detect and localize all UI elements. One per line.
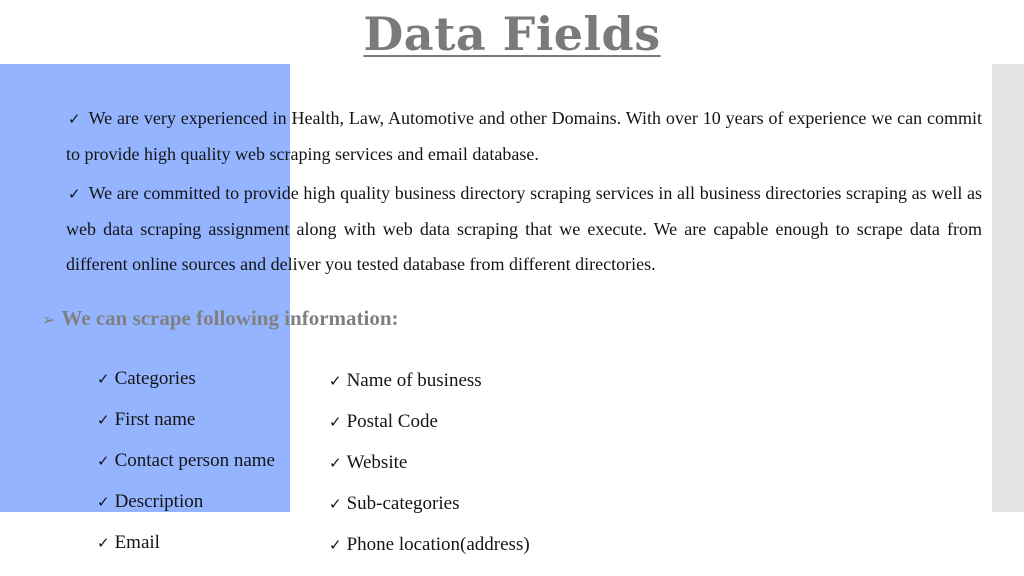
- checkmark-icon: ✓: [329, 413, 342, 431]
- checkmark-icon: ✓: [329, 454, 342, 472]
- fields-list-left: [97, 367, 275, 572]
- checkmark-icon: ✓: [68, 185, 81, 203]
- checkmark-icon: ✓: [329, 372, 342, 390]
- paragraph-text: We are very experienced in Health, Law, Automotive and other Domains. With over 10 years of experience we can commit to provide high quality web scraping services and email database.: [66, 108, 982, 164]
- checkmark-icon: ✓: [97, 534, 110, 552]
- list-item: [329, 451, 530, 492]
- field-label: Postal Code: [346, 411, 438, 432]
- checkmark-icon: ✓: [68, 110, 81, 128]
- checkmark-icon: ✓: [97, 493, 110, 511]
- list-item: [97, 449, 275, 490]
- paragraph-commitment: [66, 176, 982, 282]
- list-item: [329, 533, 530, 574]
- checkmark-icon: ✓: [329, 536, 342, 554]
- list-item: [97, 490, 275, 531]
- field-label: Sub-categories: [346, 493, 460, 514]
- section-subheading: [42, 306, 399, 331]
- fields-list-right: [329, 369, 530, 574]
- list-item: [97, 408, 275, 449]
- field-label: Categories: [114, 368, 196, 389]
- paragraph-experience: [66, 101, 982, 172]
- list-item: [97, 531, 275, 572]
- list-item: [329, 492, 530, 533]
- checkmark-icon: ✓: [97, 370, 110, 388]
- field-label: Website: [346, 452, 408, 473]
- slide-title: Data Fields: [363, 7, 661, 61]
- checkmark-icon: ✓: [329, 495, 342, 513]
- checkmark-icon: ✓: [97, 452, 110, 470]
- checkmark-icon: ✓: [97, 411, 110, 429]
- arrow-bullet-icon: ➢: [42, 310, 56, 329]
- field-label: Contact person name: [114, 450, 275, 471]
- field-label: Description: [114, 491, 204, 512]
- list-item: [97, 367, 275, 408]
- field-label: Email: [114, 532, 160, 553]
- list-item: [329, 369, 530, 410]
- field-label: First name: [114, 409, 196, 430]
- paragraph-text: We are committed to provide high quality business directory scraping services in all business directories scraping as well as web data scraping assignment along with web data scraping that we execute. We are capable enough to scrape data from different online sources and deliver you tested database from different directories.: [66, 183, 982, 274]
- list-item: [329, 410, 530, 451]
- field-label: Phone location(address): [346, 534, 530, 555]
- subheading-text: We can scrape following information:: [61, 306, 399, 330]
- field-label: Name of business: [346, 370, 482, 391]
- decorative-gray-strip: [992, 64, 1024, 512]
